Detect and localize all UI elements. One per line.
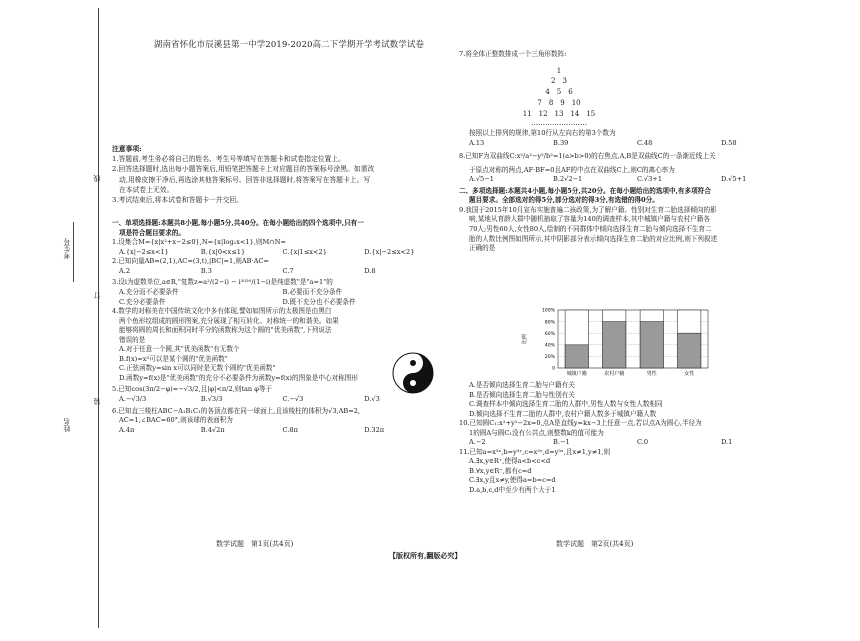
option: C.8π	[282, 425, 298, 434]
bar	[603, 322, 626, 368]
option: B.{x|0<x≤1}	[200, 247, 246, 256]
x-tick-label: 农村户籍	[604, 371, 625, 377]
question-5-options	[112, 395, 446, 405]
binding-line	[98, 8, 99, 628]
option: C.√3+1	[637, 175, 663, 184]
option: A.−2	[469, 438, 486, 447]
side-label-exam-no: 考生号	[63, 238, 71, 259]
taiji-icon	[392, 352, 434, 394]
question-9-stem: 70人;男性60人,女性80人,绘制的不同群体中倾向选择生育二胎与倾向选择不生育二	[469, 224, 712, 233]
option: D.32π	[364, 425, 385, 434]
bar	[640, 322, 663, 368]
bar	[678, 333, 701, 368]
ratio-bar-chart	[520, 306, 720, 382]
option: D.{x|−2≤x<2}	[364, 247, 415, 256]
section2-heading: 二、多项选择题:本题共4小题,每小题5分,共20分。在每小题给出的选项中,有多项符合	[459, 186, 711, 195]
option: B.∀x,y∈R⁺,都有c=d	[469, 466, 532, 475]
option: A.{x|−2≤x<1}	[119, 247, 169, 256]
footer-right: 数学试题 第2页(共4页)	[556, 540, 634, 548]
x-tick-label: 男性	[646, 371, 657, 377]
y-tick-label: 100%	[541, 308, 555, 314]
bar	[565, 345, 588, 368]
question-7: 7.将全体正整数排成一个三角形数阵:	[459, 50, 567, 58]
y-tick-label: 0	[552, 366, 555, 372]
notice-item: 1.答题前,考生务必将自己的姓名、考生号等填写在答题卡和试卷指定位置上。	[112, 155, 345, 164]
option: D.1	[721, 438, 733, 447]
question-5: 5.已知cos(3π/2−φ)=−√3/2,且|φ|<π/2,则tan φ等于	[112, 385, 273, 394]
y-axis-label: 比例	[522, 333, 528, 345]
triangle-row: 2 3	[551, 77, 567, 86]
question-3: 3.设i为虚数单位,a∈R,"复数z=a²/(2−i) − i²⁰²⁰/(1−i)是纯虚数"是"a=1"的	[112, 278, 333, 287]
right-page	[459, 50, 805, 254]
option: D.√5+1	[721, 175, 747, 184]
section1-heading: 一、单项选择题:本题共8小题,每小题5分,共40分。在每小题给出的四个选项中,只有一	[112, 219, 364, 228]
option: D.58	[721, 138, 737, 147]
option: A.2	[119, 266, 131, 275]
option: C.{x|1≤x<2}	[282, 247, 327, 256]
option: B.√3/3	[200, 394, 223, 403]
right-page-lower	[459, 381, 805, 496]
notice-item: 2.回答选择题时,选出每小题答案后,用铅笔把答题卡上对应题目的答案标号涂黑。如需改	[112, 165, 375, 174]
side-label-line-bottom: 装	[93, 398, 101, 405]
question-4-stem: 4.数学的对称美在中国传统文化中多有体现,譬如如图所示的太极图是由黑白	[112, 307, 332, 316]
question-2-options	[112, 267, 446, 277]
option: D.8	[364, 266, 376, 275]
question-4	[112, 307, 382, 345]
option: B.4√2π	[200, 425, 225, 434]
y-tick-label: 20%	[544, 355, 555, 361]
option: C.充分必要条件	[119, 297, 166, 306]
question-7-options	[459, 139, 805, 149]
notice-item: 动,用橡皮擦干净后,再选涂其他答案标号。回答非选择题时,将答案写在答题卡上。写	[119, 175, 371, 184]
exam-no-underline	[73, 222, 74, 282]
question-4-stem: 两个鱼形纹组成的圆形图案,充分展现了相互转化、对称统一的和谐美。如果	[119, 316, 339, 325]
option: D.既不充分也不必要条件	[282, 297, 356, 306]
side-label-name: 姓名	[63, 418, 71, 432]
question-7-after: 按照以上排列的规律,第10行从左向右的第3个数为	[469, 129, 616, 138]
question-6-stem: AC=1,∠BAC=60°,则该球的表面积为	[119, 416, 233, 425]
option: C.7	[282, 266, 294, 275]
number-triangle	[459, 66, 659, 127]
section1-heading-2: 项是符合题目要求的。	[119, 228, 185, 237]
question-9-stem: 胎的人数比例图如图所示,其中阴影部分表示倾向选择生育二胎的对应比例,则下列叙述	[469, 234, 718, 243]
question-1: 1.设集合M={x|x²+x−2≤0},N={x|log₂x<1},则M∩N=	[112, 238, 287, 247]
option: B.3	[200, 266, 212, 275]
option: B.是否倾向选择生育二胎与性别有关	[469, 390, 575, 399]
option: A.是否倾向选择生育二胎与户籍有关	[469, 381, 575, 389]
option: D.√3	[364, 394, 380, 403]
notice-heading: 注意事项:	[112, 145, 142, 153]
option: B.39	[553, 138, 569, 147]
question-9-stem: 正确的是	[469, 244, 496, 253]
triangle-row: ……………………	[531, 118, 587, 127]
x-tick-label: 城镇户籍	[566, 371, 587, 377]
question-3-options-row1	[112, 288, 446, 298]
option: A.∃x,y∈R⁺,使得a<b<c<d	[469, 457, 551, 466]
question-9: 9.我国于2015年10月宣布实施普遍二孩政策,为了解户籍、性别对生育二胎选择倾向的影	[459, 205, 717, 214]
question-4-stem: 错误的是	[119, 335, 146, 344]
option: A.充分而不必要条件	[119, 287, 179, 296]
question-4-stem: 能够将圆的周长和面积同时平分的函数称为这个圆的"优美函数",下列说法	[119, 326, 332, 335]
question-8: 8.已知F为双曲线C:x²/a²−y²/b²=1(a>b>0)的右焦点,A,B是双曲线C的一条渐近线上关	[459, 152, 716, 161]
question-10-stem: 1的圆A与圆C₁没有公共点,则整数k的值可能为	[469, 428, 604, 437]
question-8-options	[459, 175, 805, 185]
y-tick-label: 60%	[544, 331, 555, 337]
option: D.函数y=f(x)是"优美函数"的充分不必要条件为函数y=f(x)的图象是中心对称图形	[119, 373, 358, 382]
option: C.48	[637, 138, 653, 147]
option: A.13	[469, 138, 485, 147]
page-title: 湖南省怀化市辰溪县第一中学2019-2020高二下学期开学考试数学试卷	[153, 39, 425, 49]
option: B.f(x)=x³可以是某个圆的"优美函数"	[119, 354, 228, 363]
option: B.2√2−1	[553, 175, 583, 184]
triangle-row: 4 5 6	[545, 88, 573, 97]
question-6-options	[112, 426, 446, 436]
section1	[112, 219, 446, 435]
side-label-line-top: 线	[93, 175, 101, 182]
question-10-options	[459, 438, 805, 448]
y-tick-label: 40%	[544, 343, 555, 349]
option: B.−1	[553, 438, 570, 447]
question-2: 2.已知向量AB=(2,1),AC=(3,t),|BC|=1,则AB·AC=	[112, 257, 269, 266]
question-10: 10.已知圆C₁:x²+y²−2x=0,点A是直线y=kx−3上任意一点,若以点A为圆心,半径为	[459, 419, 702, 428]
option: A.4π	[119, 425, 135, 434]
question-11: 11.已知a=x³ˣ,b=y³ʸ,c=x³ʸ,d=y³ˣ,且x≠1,y≠1,则	[459, 447, 611, 456]
option: C.−√3	[282, 394, 304, 403]
notice-item: 在本试卷上无效。	[119, 185, 174, 194]
option: B.必要而不充分条件	[282, 287, 343, 296]
x-tick-label: 女性	[684, 371, 695, 377]
option: C.∃x,y且x≠y,使得a=b=c=d	[469, 476, 556, 485]
option: A.对于任意一个圆,其"优美函数"有无数个	[119, 345, 240, 354]
question-3-options-row2	[112, 298, 446, 308]
notice-block	[112, 144, 446, 205]
question-1-options	[112, 248, 446, 258]
option: D.倾向选择不生育二胎的人群中,农村户籍人数多于城镇户籍人数	[469, 409, 657, 418]
triangle-row: 11 12 13 14 15	[522, 109, 596, 118]
copyright: 【版权所有,翻版必究】	[389, 551, 462, 560]
y-tick-label: 80%	[544, 320, 555, 326]
triangle-row: 1	[556, 66, 562, 75]
option: C.正弦函数y=sin x可以同时是无数个圆的"优美函数"	[119, 364, 276, 373]
section2-heading-2: 题目要求。全部选对的得5分,部分选对的得3分,有选错的得0分。	[469, 196, 659, 205]
triangle-row: 7 8 9 10	[537, 99, 581, 108]
question-8-stem: 于原点对称的两点,AF·BF=0且AF的中点在双曲线C上,则C的离心率为	[469, 165, 675, 174]
notice-item: 3.考试结束后,将本试卷和答题卡一并交回。	[112, 195, 243, 204]
question-9-stem: 响,某地从育龄人群中随机抽取了容量为140的调查样本,其中城镇户籍与农村户籍各	[469, 215, 710, 224]
option: D.a,b,c,d中至少有两个大于1	[469, 486, 556, 495]
option: A.−√3/3	[119, 394, 147, 403]
side-label-line-mid: 订	[93, 292, 101, 299]
option: C.0	[637, 438, 649, 447]
footer-left: 数学试题 第1页(共4页)	[216, 540, 294, 548]
option: C.调查样本中倾向选择生育二胎的人群中,男性人数与女性人数相同	[469, 400, 663, 409]
question-6: 6.已知直三棱柱ABC−A₁B₁C₁的各顶点都在同一球面上,且该棱柱的体积为√3,AB=2,	[112, 406, 361, 415]
option: A.√5−1	[469, 175, 494, 184]
